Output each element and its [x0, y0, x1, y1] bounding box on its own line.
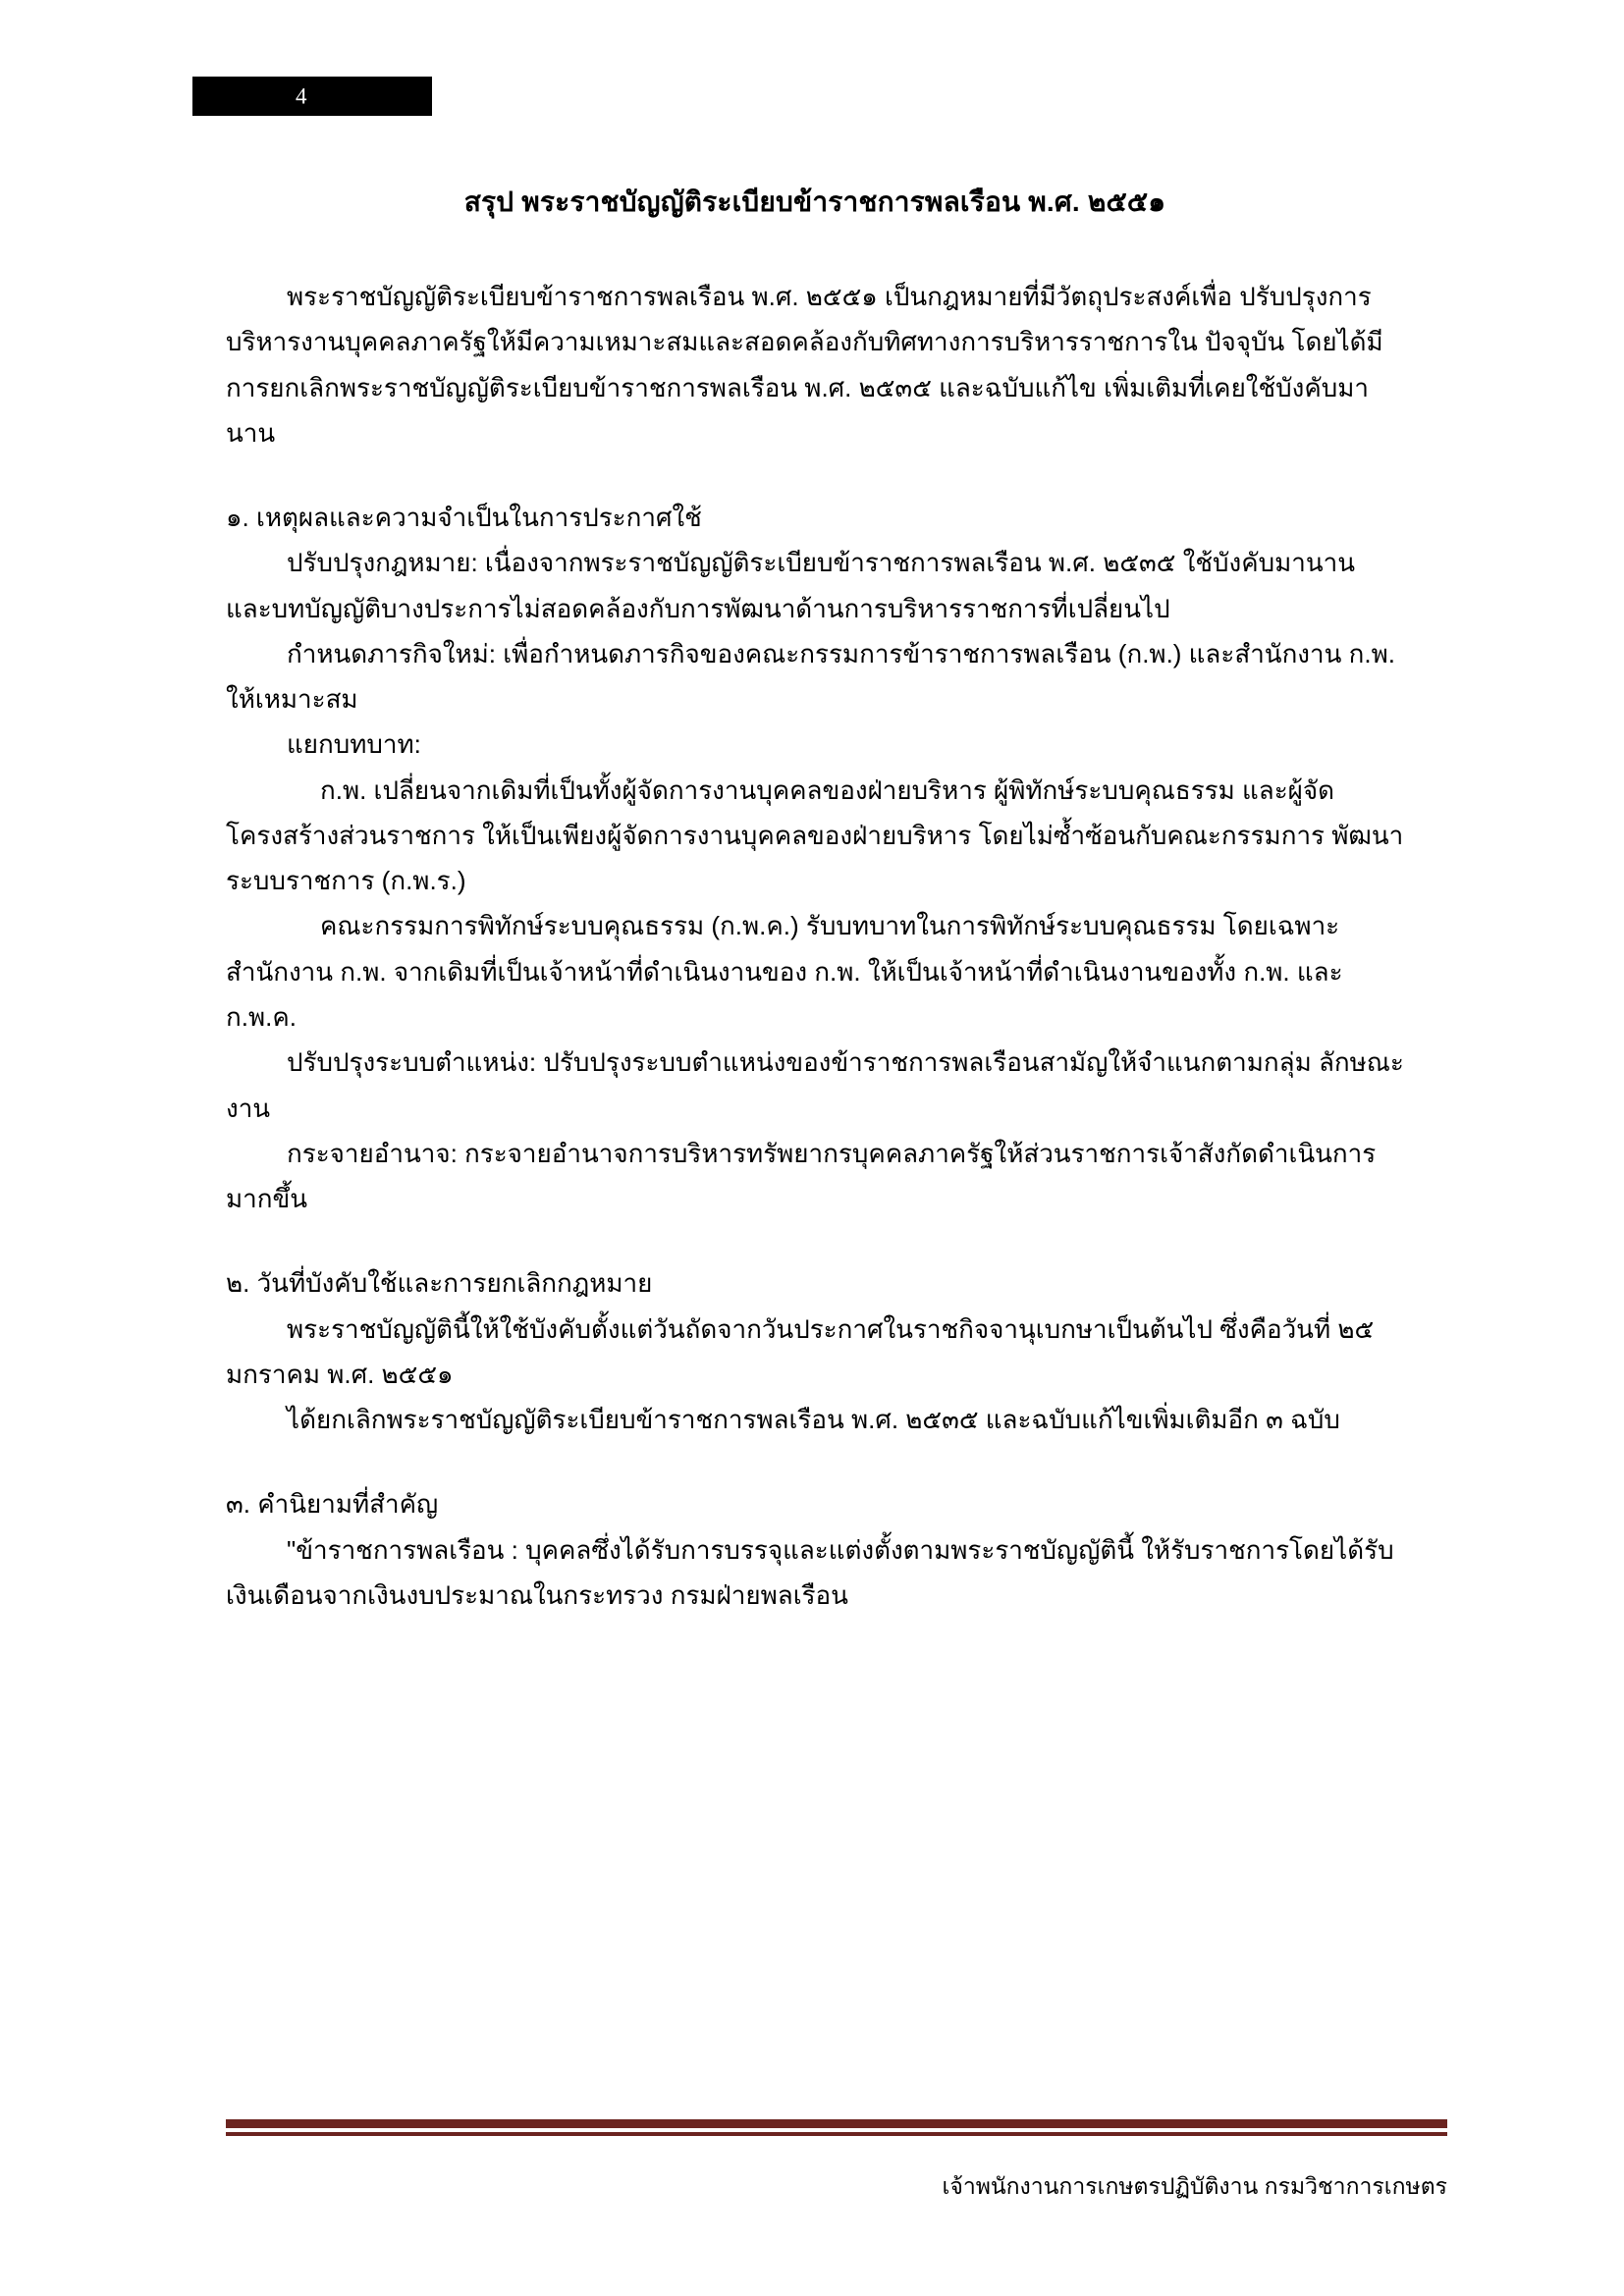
section-3-item-a-line-1: "ข้าราชการพลเรือน : บุคคลซึ่งได้รับการบรรจุและแต่งตั้งตามพระราชบัญญัตินี้ ให้รับราชการโดยได้รับ [287, 1534, 1394, 1565]
footer-rule-thin [226, 2132, 1447, 2136]
section-1-item-d-line-2: ลักษณะงาน [226, 1047, 1404, 1123]
section-2-item-b [226, 1397, 1404, 1442]
intro-line-2: ปรับปรุงการบริหารงานบุคคลภาครัฐให้มีความเหมาะสมและสอดคล้องกับทิศทางการบริหารราชการใน [226, 282, 1372, 357]
footer-rule [226, 2119, 1447, 2136]
section-1-item-a [226, 540, 1404, 631]
section-1-item-e [226, 1131, 1404, 1222]
section-2-item-b-line-1: ได้ยกเลิกพระราชบัญญัติระเบียบข้าราชการพลเรือน พ.ศ. ๒๕๓๕ และฉบับแก้ไขเพิ่มเติมอีก ๓ ฉบับ [287, 1405, 1340, 1435]
section-1-item-d [226, 1040, 1404, 1131]
page-number-band [192, 77, 432, 116]
footer-text: เจ้าพนักงานการเกษตรปฏิบัติงาน กรมวิชาการเกษตร [942, 2173, 1447, 2199]
section-1-item-c-line-5: สำนักงาน ก.พ. จากเดิมที่เป็นเจ้าหน้าที่ดำเนินงานของ ก.พ. ให้เป็นเจ้าหน้าที่ดำเนินงานของทั้ง ก.พ. [226, 956, 1290, 987]
section-heading-3: ๓. คำนิยามที่สำคัญ [226, 1489, 439, 1520]
section-1-item-a-line-1: ปรับปรุงกฎหมาย: เนื่องจากพระราชบัญญัติระเบียบข้าราชการพลเรือน พ.ศ. ๒๕๓๕ ใช้บังคับมานาน [287, 548, 1356, 578]
spacer [226, 455, 1404, 495]
document-content [226, 182, 1404, 1618]
spacer [226, 1221, 1404, 1260]
section-1-item-c-line-3: พัฒนาระบบราชการ (ก.พ.ร.) [226, 820, 1404, 896]
intro-line-1: พระราชบัญญัติระเบียบข้าราชการพลเรือน พ.ศ. ๒๕๕๑ เป็นกฎหมายที่มีวัตถุประสงค์เพื่อ [287, 282, 1233, 311]
section-1-item-c-body-1 [226, 768, 1404, 904]
footer-rule-thick [226, 2119, 1447, 2128]
section-1-item-c-line-4: คณะกรรมการพิทักษ์ระบบคุณธรรม (ก.พ.ค.) รับบทบาทในการพิทักษ์ระบบคุณธรรม โดยเฉพาะ [320, 911, 1340, 941]
section-1-item-c-line-2: โครงสร้างส่วนราชการ ให้เป็นเพียงผู้จัดการงานบุคคลของฝ่ายบริหาร โดยไม่ซ้ำซ้อนกับคณะกรรมการ [226, 820, 1326, 850]
section-1-item-e-line-2: มากขึ้น [226, 1184, 308, 1214]
section-2-item-a-line-1: พระราชบัญญัตินี้ให้ใช้บังคับตั้งแต่วันถัดจากวันประกาศในราชกิจจานุเบกษาเป็นต้นไป ซึ่งคือวันที่ ๒๕ [287, 1313, 1375, 1344]
intro-line-3: ปัจจุบัน โดยได้มีการยกเลิกพระราชบัญญัติระเบียบข้าราชการพลเรือน พ.ศ. ๒๕๓๕ และฉบับแก้ไข [226, 327, 1383, 402]
section-1-item-d-line-1: ปรับปรุงระบบตำแหน่ง: ปรับปรุงระบบตำแหน่งของข้าราชการพลเรือนสามัญให้จำแนกตามกลุ่ม [287, 1047, 1312, 1078]
intro-paragraph [226, 274, 1404, 455]
intro-line-4: เพิ่มเติมที่เคยใช้บังคับมานาน [226, 372, 1369, 448]
section-2-item-a [226, 1307, 1404, 1398]
section-1-item-c-line-6: และ ก.พ.ค. [226, 956, 1343, 1032]
section-1-item-e-line-1: กระจายอำนาจ: กระจายอำนาจการบริหารทรัพยากรบุคคลภาครัฐให้ส่วนราชการเจ้าสังกัดดำเนินการ [287, 1138, 1377, 1168]
page-number: 4 [296, 83, 307, 109]
section-1-item-c-heading: แยกบทบาท: [287, 729, 421, 760]
section-1-item-c-line-1: ก.พ. เปลี่ยนจากเดิมที่เป็นทั้งผู้จัดการงานบุคคลของฝ่ายบริหาร ผู้พิทักษ์ระบบคุณธรรม และผู้จัด [320, 774, 1335, 805]
page-footer [0, 2070, 1624, 2296]
section-3-item-a-line-2: เงินเดือนจากเงินงบประมาณในกระทรวง กรมฝ่ายพลเรือน [226, 1579, 848, 1610]
page-title: สรุป พระราชบัญญัติระเบียบข้าราชการพลเรือน พ.ศ. ๒๕๕๑ [463, 187, 1166, 217]
section-2-item-a-line-2: มกราคม พ.ศ. ๒๕๕๑ [226, 1359, 454, 1389]
section-heading-2: ๒. วันที่บังคับใช้และการยกเลิกกฎหมาย [226, 1268, 653, 1299]
section-3-item-a [226, 1527, 1404, 1619]
section-1-item-a-line-2: และบทบัญญัติบางประการไม่สอดคล้องกับการพัฒนาด้านการบริหารราชการที่เปลี่ยนไป [226, 593, 1170, 623]
section-1-item-c-body-2 [226, 903, 1404, 1040]
section-1-item-b [226, 631, 1404, 722]
section-heading-1: ๑. เหตุผลและความจำเป็นในการประกาศใช้ [226, 503, 702, 533]
section-1-item-b-line-2: ให้เหมาะสม [226, 684, 358, 715]
section-1-item-b-line-1: กำหนดภารกิจใหม่: เพื่อกำหนดภารกิจของคณะกรรมการข้าราชการพลเรือน (ก.พ.) และสำนักงาน ก.พ. [287, 638, 1395, 668]
spacer [226, 1442, 1404, 1481]
